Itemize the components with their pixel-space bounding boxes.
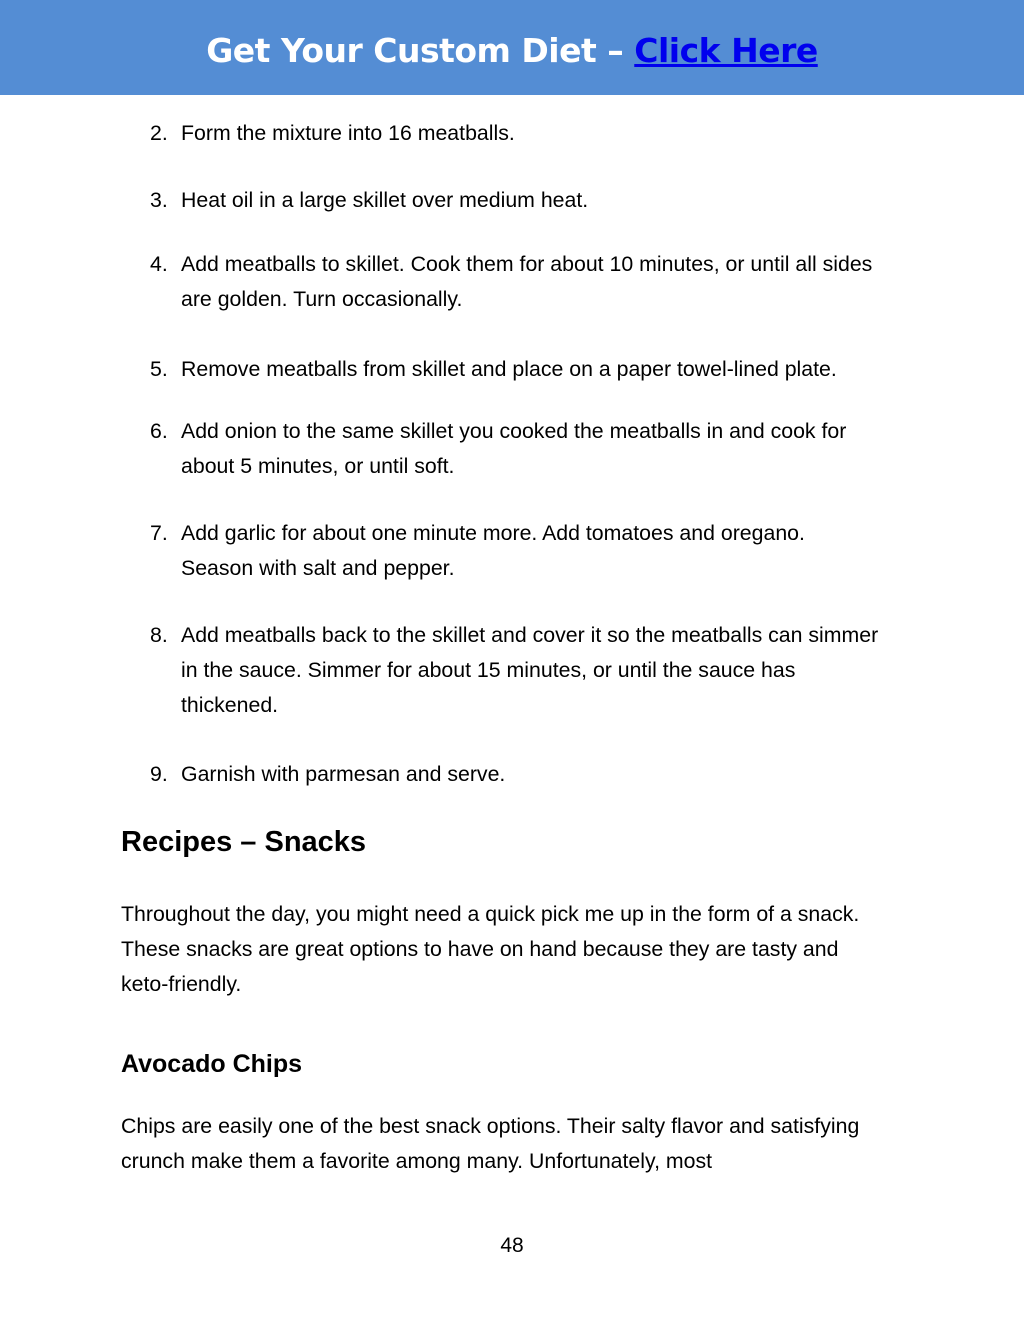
step-item — [150, 352, 910, 387]
avocado-intro-paragraph: Chips are easily one of the best snack options. Their salty flavor and satisfying crunch make them a favorite among many. Unfortunately, most — [121, 1114, 860, 1173]
banner-text: Get Your Custom Diet – — [206, 31, 635, 70]
snacks-intro-paragraph: Throughout the day, you might need a quick pick me up in the form of a snack. These snacks are great options to have on hand because they are tasty and keto-friendly. — [121, 902, 860, 996]
step-number: 2. — [150, 121, 168, 145]
step-item — [150, 516, 875, 586]
step-item — [150, 414, 880, 484]
step-item — [150, 116, 910, 151]
step-text: Heat oil in a large skillet over medium heat. — [181, 188, 589, 212]
click-here-link[interactable]: Click Here — [634, 31, 818, 70]
step-text: Add meatballs back to the skillet and cover it so the meatballs can simmer in the sauce. Simmer for about 15 minutes, or until the sauce has thickened. — [181, 623, 879, 717]
step-text: Remove meatballs from skillet and place on a paper towel-lined plate. — [181, 357, 837, 381]
step-number: 8. — [150, 623, 168, 647]
step-number: 6. — [150, 419, 168, 443]
step-number: 7. — [150, 521, 168, 545]
step-item — [150, 618, 892, 723]
banner-heading — [206, 31, 818, 70]
step-item — [150, 183, 910, 218]
step-text: Garnish with parmesan and serve. — [181, 762, 506, 786]
page-number: 48 — [500, 1234, 524, 1257]
section-heading-snacks: Recipes – Snacks — [121, 826, 367, 858]
step-text: Form the mixture into 16 meatballs. — [181, 121, 515, 145]
step-number: 5. — [150, 357, 168, 381]
promo-banner — [0, 0, 1024, 95]
step-text: Add meatballs to skillet. Cook them for about 10 minutes, or until all sides are golden. Turn occasionally. — [181, 252, 873, 311]
step-number: 9. — [150, 762, 168, 786]
step-item — [150, 247, 880, 317]
step-number: 3. — [150, 188, 168, 212]
step-number: 4. — [150, 252, 168, 276]
recipe-heading-avocado-chips: Avocado Chips — [121, 1050, 303, 1078]
step-text: Add onion to the same skillet you cooked the meatballs in and cook for about 5 minutes, or until soft. — [181, 419, 847, 478]
step-text: Add garlic for about one minute more. Add tomatoes and oregano. Season with salt and pepper. — [181, 521, 805, 580]
step-item — [150, 757, 910, 792]
